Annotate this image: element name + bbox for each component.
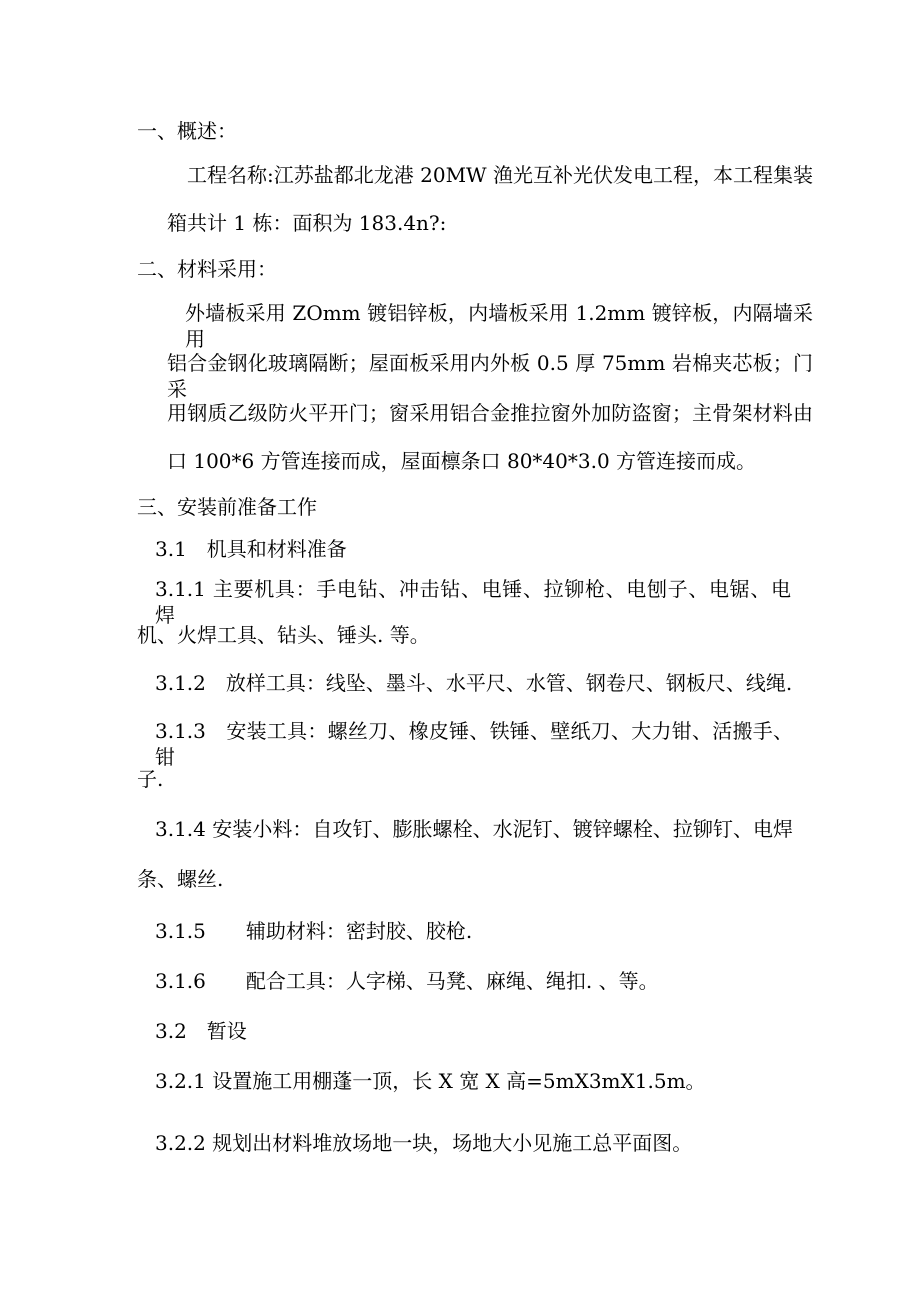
item-3-2-1: 3.2.1 设置施工用棚蓬一顶，长 X 宽 X 高=5mX3mX1.5m。: [155, 1069, 706, 1093]
item-3-1-1-line-1: 3.1.1 主要机具：手电钻、冲击钻、电锤、拉铆枪、电刨子、电锯、电焊: [155, 577, 791, 627]
materials-line-4: 口 100*6 方管连接而成，屋面檩条口 80*40*3.0 方管连接而成。: [167, 449, 757, 473]
item-3-1-4-line-2: 条、螺丝.: [137, 867, 224, 891]
materials-line-2: 铝合金钢化玻璃隔断；屋面板采用内外板 0.5 厚 75mm 岩棉夹芯板；门采: [167, 351, 813, 401]
item-3-1-5: 3.1.5 辅助材料：密封胶、胶枪.: [155, 919, 473, 943]
materials-line-3: 用钢质乙级防火平开门；窗采用铝合金推拉窗外加防盗窗；主骨架材料由: [167, 401, 813, 425]
section-heading-overview: 一、概述：: [137, 119, 237, 143]
item-3-1-4-line-1: 3.1.4 安装小料：自攻钉、膨胀螺栓、水泥钉、镀锌螺栓、拉铆钉、电焊: [155, 817, 793, 841]
item-3-1-1-line-2: 机、火焊工具、钻头、锤头. 等。: [137, 623, 430, 647]
section-heading-preparation: 三、安装前准备工作: [137, 495, 317, 519]
subsection-3-1: 3.1 机具和材料准备: [155, 537, 347, 561]
subsection-3-2: 3.2 暂设: [155, 1019, 247, 1043]
section-heading-materials: 二、材料采用：: [137, 257, 277, 281]
item-3-1-3-line-1: 3.1.3 安装工具：螺丝刀、橡皮锤、铁锤、壁纸刀、大力钳、活搬手、钳: [155, 719, 793, 769]
item-3-1-3-line-2: 子.: [137, 767, 164, 791]
item-3-1-2: 3.1.2 放样工具：线坠、墨斗、水平尺、水管、钢卷尺、钢板尺、线绳.: [155, 671, 793, 695]
item-3-2-2: 3.2.2 规划出材料堆放场地一块，场地大小见施工总平面图。: [155, 1131, 693, 1155]
overview-line-1: 工程名称:江苏盐都北龙港 20MW 渔光互补光伏发电工程，本工程集装: [187, 163, 813, 187]
item-3-1-6: 3.1.6 配合工具：人字梯、马凳、麻绳、绳扣. 、等。: [155, 969, 659, 993]
materials-line-1: 外墙板采用 ZOmm 镀铝锌板，内墙板采用 1.2mm 镀锌板，内隔墙采用: [185, 301, 813, 351]
overview-line-2: 箱共计 1 栋：面积为 183.4n?:: [167, 211, 447, 235]
